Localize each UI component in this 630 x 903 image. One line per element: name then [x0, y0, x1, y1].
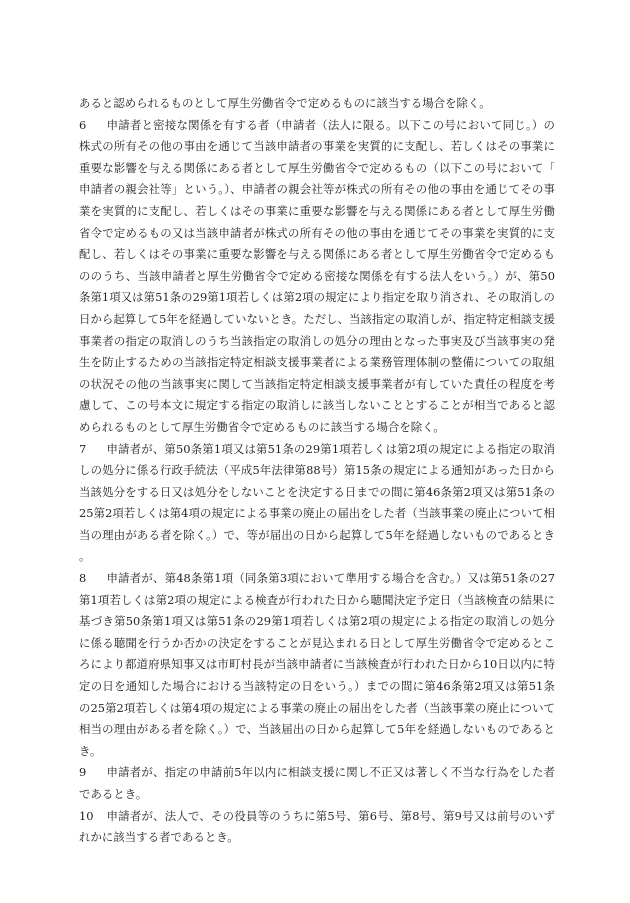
- continuation-text: あると認められるものとして厚生労働省令で定めるものに該当する場合を除く。: [79, 96, 491, 110]
- item-text: 申請者が、第48条第1項（同条第3項において準用する場合を含む。）又は第51条の27第1項若しくは第2項の規定による検査が行われた日から聴聞決定予定日（当該検査の結果に基づき第50条第1項又は第51条の29第1項若しくは第2項の規定による指定の取消しの処分に係る聴聞を行うか否かの決定をすることが見込まれる日として厚生労働省令で定めるところにより都道府県知事又は市町村長が当該申請者に当該検査が行われた日から10日以内に特定の日を通知した場合における当該特定の日をいう。）までの間に第46条第2項又は第51条の25第2項若しくは第4項の規定による事業の廃止の届出をした者（当該事業の廃止について相当の理由がある者を除く。）で、当該届出の日から起算して5年を経過しないものであるとき。: [79, 571, 555, 758]
- item-text: 申請者が、法人で、その役員等のうちに第5号、第6号、第8号、第9号又は前号のいずれかに該当する者であるとき。: [79, 808, 555, 845]
- item-text: 申請者が、第50条第1項又は第51条の29第1項若しくは第2項の規定による指定の取消しの処分に係る行政手続法（平成5年法律第88号）第15条の規定による通知があった日から当該処分をする日又は処分をしないことを決定する日までの間に第46条第2項又は第51条の25第2項若しくは第4項の規定による事業の廃止の届出をした者（当該事業の廃止について相当の理由がある者を除く。）で、等が届出の日から起算して5年を経過しないものであるとき。: [79, 441, 555, 564]
- item-9: [79, 762, 555, 805]
- item-number: 7: [79, 441, 87, 456]
- document-body: [79, 93, 555, 849]
- item-number: 9: [79, 765, 87, 780]
- continuation-paragraph: [79, 93, 555, 115]
- item-text: 申請者と密接な関係を有する者（申請者（法人に限る。以下この号において同じ。）の株式の所有その他の事由を通じて当該申請者の事業を実質的に支配し、若しくはその事業に重要な影響を与える関係にある者として厚生労働省令で定めるもの（以下この号において「申請者の親会社等」という。）、申請者の親会社等が株式の所有その他の事由を通じてその事業を実質的に支配し、若しくはその事業に重要な影響を与える関係にある者として厚生労働省令で定めるもの又は当該申請者が株式の所有その他の事由を通じてその事業を実質的に支配し、若しくはその事業に重要な影響を与える関係にある者として厚生労働省令で定めるもののうち、当該申請者と厚生労働省令で定める密接な関係を有する法人をいう。）が、第50条第1項又は第51条の29第1項若しくは第2項の規定により指定を取り消され、その取消しの日から起算して5年を経過していないとき。ただし、当該指定の取消しが、指定特定相談支援事業者の指定の取消しのうち当該指定の取消しの処分の理由となった事実及び当該事実の発生を防止するための当該指定特定相談支援事業者による業務管理体制の整備についての取組の状況その他の当該事実に関して当該指定特定相談支援事業者が有していた責任の程度を考慮して、この号本文に規定する指定の取消しに該当しないこととすることが相当であると認められるものとして厚生労働省令で定めるものに該当する場合を除く。: [79, 117, 555, 434]
- item-10: [79, 806, 555, 849]
- item-number: 10: [79, 808, 94, 823]
- item-text: 申請者が、指定の申請前5年以内に相談支援に関し不正又は著しく不当な行為をした者であるとき。: [79, 765, 555, 801]
- item-number: 8: [79, 571, 87, 586]
- item-6: [79, 115, 555, 439]
- item-number: 6: [79, 117, 87, 132]
- item-7: [79, 439, 555, 569]
- item-8: [79, 568, 555, 762]
